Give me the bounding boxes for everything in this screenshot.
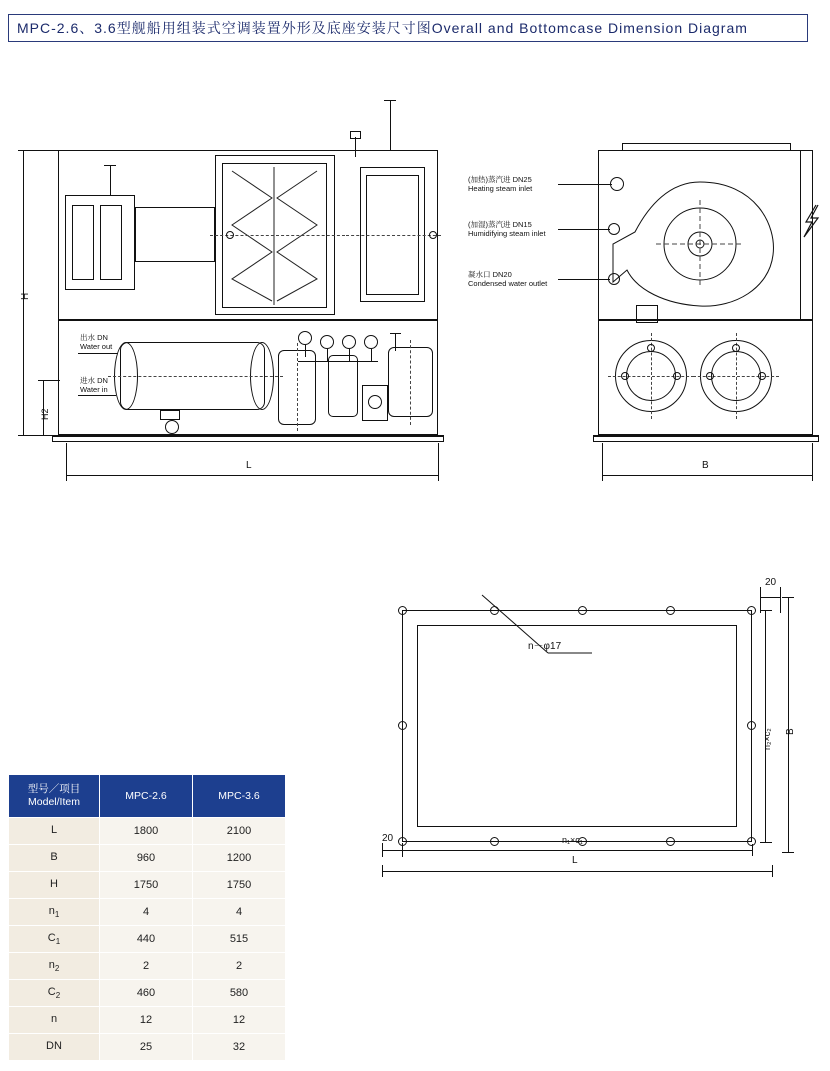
row-value-mpc26: 25 (100, 1034, 193, 1061)
table-row (9, 953, 286, 980)
base-l-ext-left (382, 865, 383, 877)
row-label-sub: 1 (54, 910, 60, 920)
row-label (9, 980, 100, 1007)
front-top-leader (390, 100, 391, 150)
front-base-line-1 (52, 435, 444, 437)
side-leader-3 (558, 279, 610, 280)
front-duct (135, 207, 215, 262)
front-l-dim-line (66, 475, 438, 476)
front-h2-ext-top (38, 380, 60, 381)
front-control-cabinet-inner-a (72, 205, 94, 280)
side-fan-outlet-duct (636, 305, 658, 323)
row-label (9, 1034, 100, 1061)
front-h-dim-text: H (20, 292, 31, 300)
row-label-sub: 2 (55, 991, 61, 1001)
row-label-sub: 1 (55, 937, 61, 947)
base-b-ext-top (782, 597, 794, 598)
front-gauge-stem-1 (305, 345, 306, 357)
row-label-text: n (50, 1012, 58, 1025)
base-hole-leader-svg (480, 593, 600, 663)
row-value-mpc26: 4 (100, 899, 193, 926)
side-base-line-2 (593, 441, 819, 442)
row-label (9, 872, 100, 899)
table-row (9, 818, 286, 845)
side-heating-steam-port (610, 177, 624, 191)
front-water-in-label-cn: 进水 DN (80, 376, 108, 385)
side-callout-humidify-cn: (加湿)蒸汽进 DN15 (468, 220, 532, 229)
base-n1c1-dim-line (402, 850, 752, 851)
side-cond-bolt-5 (647, 344, 655, 352)
front-cabinet-leader-tip (104, 165, 116, 166)
side-callout-heating-en: Heating steam inlet (468, 184, 533, 193)
side-top-hood (622, 143, 790, 144)
table-row (9, 899, 286, 926)
side-cond-bolt-6 (732, 344, 740, 352)
page-title-bar (8, 14, 808, 42)
base-l-dim-line (382, 871, 772, 872)
table-header-model-item (9, 775, 100, 818)
side-callout-condensate-cn: 凝水口 DN20 (468, 270, 512, 279)
front-gauge-stem-3 (349, 349, 350, 361)
side-cond-bolt-2 (673, 372, 681, 380)
base-b-ext-bot (782, 852, 794, 853)
row-label (9, 926, 100, 953)
base-left20-dim-line (382, 850, 402, 851)
front-h2-dim-text: H2 (40, 408, 50, 420)
row-value-mpc36: 580 (193, 980, 286, 1007)
front-top-arrow (384, 100, 396, 101)
row-label-text: C (47, 931, 56, 944)
table-body (9, 818, 286, 1061)
front-gauge-2 (320, 335, 334, 349)
front-control-cabinet-inner-b (100, 205, 122, 280)
row-value-mpc36: 1200 (193, 845, 286, 872)
base-n2c2-ext-top (760, 610, 772, 611)
row-label (9, 1007, 100, 1034)
base-hole-bottom-4 (666, 837, 675, 846)
row-value-mpc26: 960 (100, 845, 193, 872)
base-hole-top-4 (666, 606, 675, 615)
front-gauge-riser (395, 333, 396, 351)
base-n1c1-ext-right (752, 844, 753, 856)
front-pipe-water-out (78, 353, 118, 354)
row-value-mpc36: 515 (193, 926, 286, 953)
base-l-dim-text: L (572, 855, 578, 866)
table-row (9, 980, 286, 1007)
base-hole-right-mid (747, 721, 756, 730)
base-hole-leader (480, 593, 600, 668)
row-value-mpc36: 32 (193, 1034, 286, 1061)
row-label (9, 818, 100, 845)
side-b-dim-text: B (702, 460, 709, 471)
side-base-left (593, 435, 594, 442)
base-hole-left-mid (398, 721, 407, 730)
row-value-mpc36: 2100 (193, 818, 286, 845)
front-h-ext-bottom (18, 435, 60, 436)
front-door-handle-2 (429, 231, 437, 239)
front-gauge-4 (364, 335, 378, 349)
table-header-row (9, 775, 286, 818)
row-value-mpc26: 440 (100, 926, 193, 953)
row-value-mpc26: 1800 (100, 818, 193, 845)
front-gauge-1 (298, 331, 312, 345)
front-coil-pipe-cap (350, 131, 361, 139)
side-base-right (818, 435, 819, 442)
row-label (9, 899, 100, 926)
front-gauge-manifold (298, 361, 378, 362)
front-coil-pipe (355, 137, 356, 157)
front-vertical-tank-1-cl (297, 343, 298, 431)
front-gauge-stem-2 (327, 349, 328, 361)
front-view-drawing (10, 95, 450, 495)
base-hole-top-5 (747, 606, 756, 615)
base-top20-dim-line (760, 597, 780, 598)
side-leader-2 (558, 229, 610, 230)
table-header-model-item-cn: 型号／项目 (27, 783, 81, 795)
front-vertical-tank-3-cl (410, 340, 411, 425)
row-label-text: L (50, 823, 58, 836)
front-base-left (52, 435, 53, 442)
base-hole-bottom-2 (490, 837, 499, 846)
side-top-hood-right (790, 143, 791, 151)
row-value-mpc36: 1750 (193, 872, 286, 899)
page-title: MPC-2.6、3.6型舰船用组装式空调装置外形及底座安装尺寸图Overall and Bottomcase Dimension Diagram (17, 20, 748, 36)
side-view-drawing (450, 95, 830, 495)
base-left20-ext-1 (382, 843, 383, 857)
side-callout-humidify-en: Humidifying steam inlet (468, 229, 546, 238)
table-header-model-item-en: Model/Item (28, 796, 80, 808)
table-row (9, 1007, 286, 1034)
side-right-column (800, 150, 801, 320)
table-header-mpc26: MPC-2.6 (100, 775, 193, 818)
front-filter-centerline (346, 235, 441, 236)
front-h-ext-top (18, 150, 60, 151)
row-label-text: B (50, 850, 58, 863)
front-base-line-2 (52, 441, 444, 442)
table-row (9, 1034, 286, 1061)
bottomcase-plan-drawing (380, 575, 810, 905)
row-value-mpc26: 12 (100, 1007, 193, 1034)
front-pipe-water-in (78, 395, 116, 396)
base-n2c2-ext-bot (760, 842, 772, 843)
base-top20-ext-2 (780, 587, 781, 613)
base-b-dim-line (788, 597, 789, 852)
row-value-mpc26: 460 (100, 980, 193, 1007)
specification-table (8, 774, 286, 1061)
base-hole-note: n－φ17 (528, 641, 562, 652)
row-label-text: DN (46, 1039, 62, 1052)
front-gauge-stem-4 (371, 349, 372, 361)
front-cabinet-leader (110, 165, 111, 195)
side-top-hood-left (622, 143, 623, 151)
base-n1c1-dim-text: n₁×c₁ (562, 835, 583, 845)
base-n2c2-dim-line (765, 610, 766, 842)
base-n2c2-dim-text: n₂×c₂ (762, 728, 772, 750)
front-coil-fins (222, 163, 328, 309)
row-label (9, 953, 100, 980)
row-value-mpc36: 12 (193, 1007, 286, 1034)
row-label-text: H (50, 877, 58, 890)
base-b-dim-text: B (785, 728, 796, 735)
base-hole-top-1 (398, 606, 407, 615)
front-water-out-label-en: Water out (80, 342, 113, 351)
front-l-dim-text: L (246, 460, 252, 471)
side-cond-bolt-3 (706, 372, 714, 380)
base-top20-dim-text: 20 (765, 577, 777, 588)
front-l-ext-right (438, 443, 439, 481)
table-header-mpc36: MPC-3.6 (193, 775, 286, 818)
front-base-right (443, 435, 444, 442)
front-gauge-riser-tip (390, 333, 401, 334)
table-row (9, 845, 286, 872)
side-cond-bolt-1 (621, 372, 629, 380)
front-tank-foot (160, 410, 180, 420)
front-tank-centerline (108, 376, 283, 377)
front-tank-valve (165, 420, 179, 434)
table-row (9, 872, 286, 899)
front-gauge-3 (342, 335, 356, 349)
side-callout-heating-cn: (加热)蒸汽进 DN25 (468, 175, 532, 184)
front-water-in-label-en: Water in (80, 385, 108, 394)
front-compressor-shaft (368, 395, 382, 409)
front-door-handle-1 (226, 231, 234, 239)
row-value-mpc26: 1750 (100, 872, 193, 899)
side-b-ext-right (812, 443, 813, 481)
side-leader-1 (558, 184, 612, 185)
row-value-mpc26: 2 (100, 953, 193, 980)
front-vertical-tank-2 (328, 355, 358, 417)
side-b-dim-line (602, 475, 812, 476)
table-row (9, 926, 286, 953)
side-base-line-1 (593, 435, 819, 437)
row-label-text: C (47, 985, 56, 998)
front-l-ext-left (66, 443, 67, 481)
row-value-mpc36: 4 (193, 899, 286, 926)
side-b-ext-left (602, 443, 603, 481)
row-label-text: n (48, 904, 55, 917)
side-electric-hazard-icon (802, 203, 822, 239)
front-water-out-label-cn: 出水 DN (80, 333, 108, 342)
row-value-mpc36: 2 (193, 953, 286, 980)
row-label-sub: 2 (54, 964, 60, 974)
base-left20-dim-text: 20 (382, 833, 394, 844)
side-fan-scroll (605, 170, 785, 315)
base-n1c1-ext-left (402, 844, 403, 856)
row-label-text: n (48, 958, 55, 971)
row-label (9, 845, 100, 872)
side-callout-condensate-en: Condensed water outlet (468, 279, 548, 288)
side-cond-bolt-4 (758, 372, 766, 380)
base-l-ext-right (772, 865, 773, 877)
